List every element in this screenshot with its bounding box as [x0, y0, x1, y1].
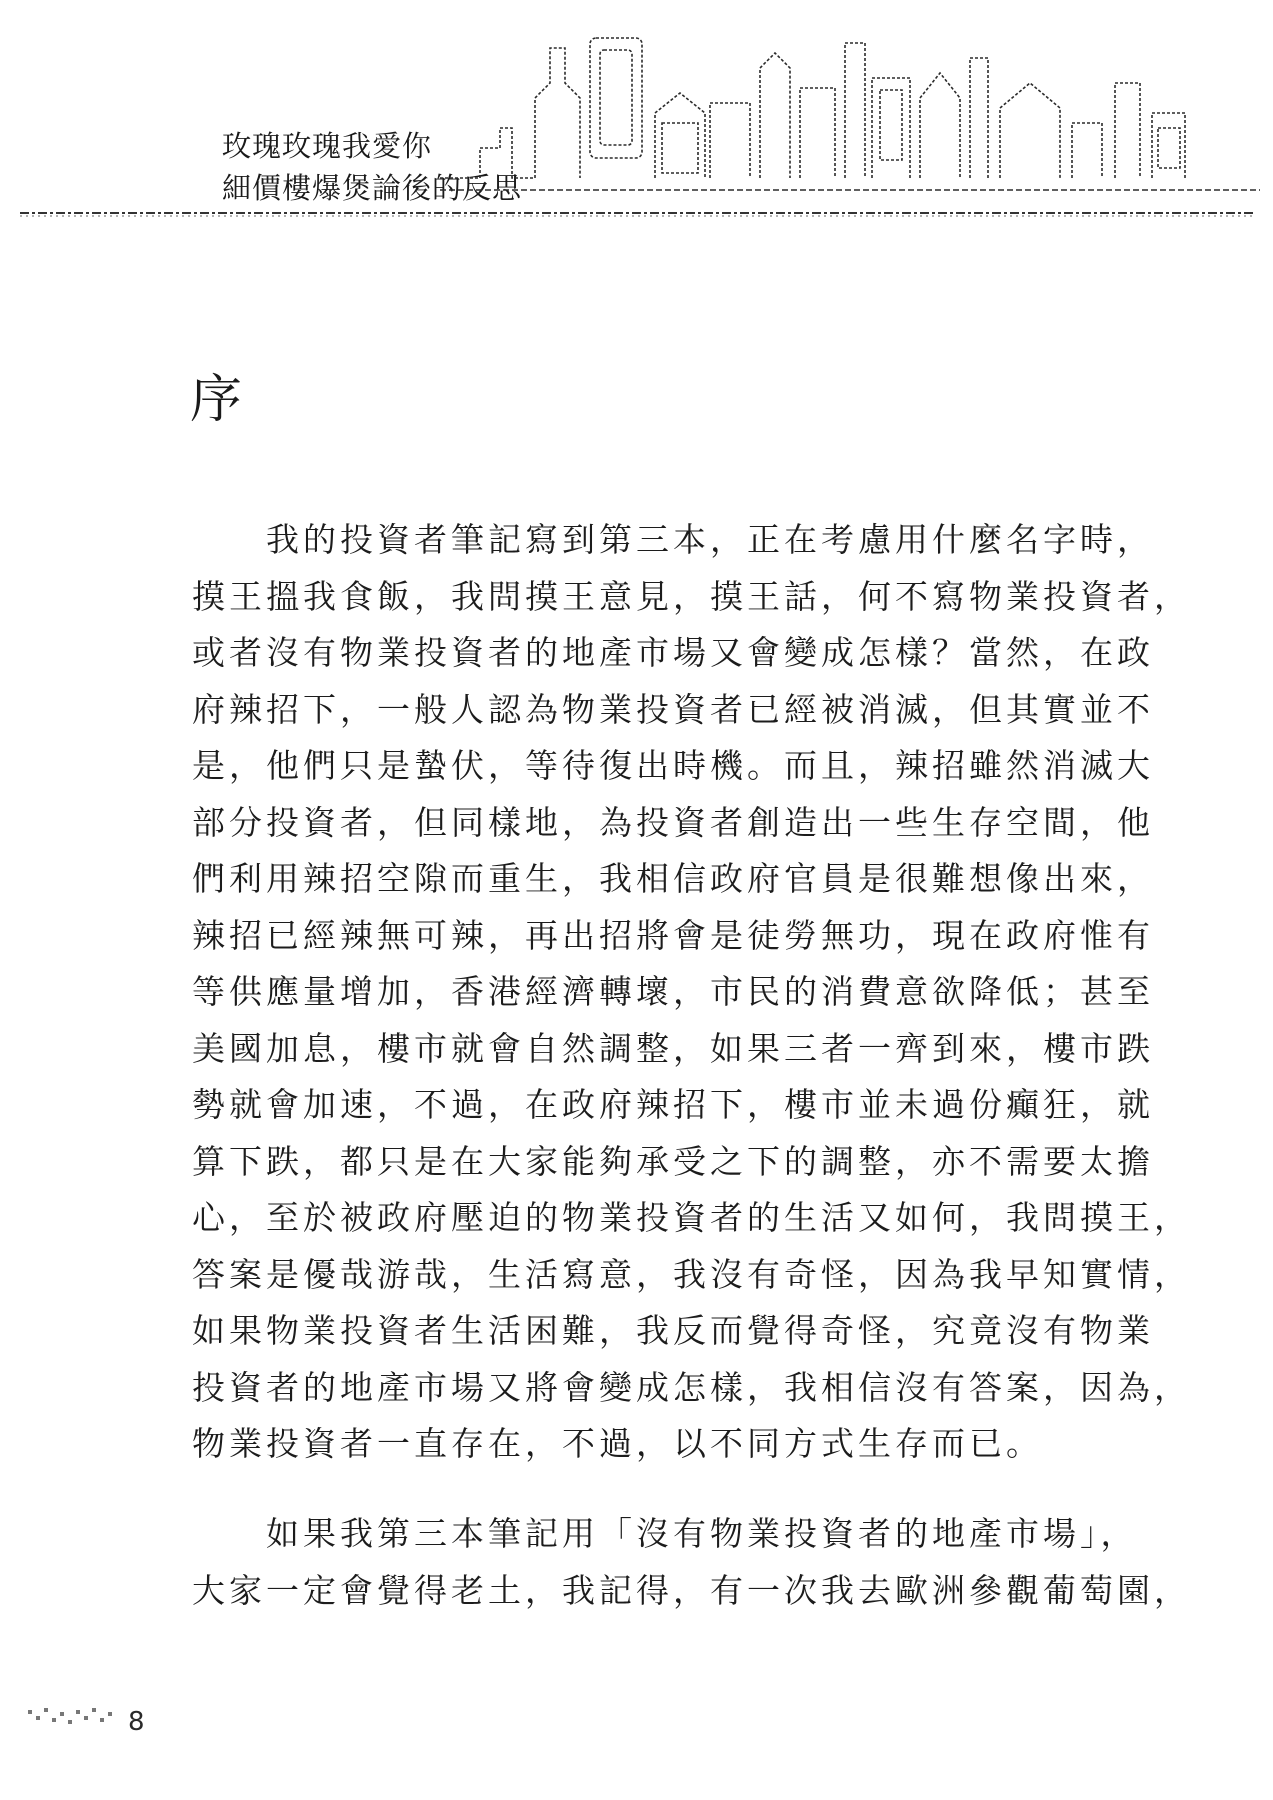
text-line: 投資者的地產市場又將會變成怎樣，我相信沒有答案，因為， — [192, 1367, 1191, 1407]
text-line: 是，他們只是蟄伏，等待復出時機。而且，辣招雖然消滅大 — [192, 746, 1154, 785]
text-line: 府辣招下，一般人認為物業投資者已經被消滅，但其實並不 — [192, 689, 1154, 729]
skyline-illustration — [440, 28, 1260, 214]
paragraph-2 — [192, 1506, 1192, 1619]
text-line: 算下跌，都只是在大家能夠承受之下的調整，亦不需要太擔 — [192, 1141, 1154, 1181]
text-line: 如果我第三本筆記用「沒有物業投資者的地產市場」， — [266, 1514, 1138, 1553]
header-rule — [20, 210, 1255, 218]
text-line: 大家一定會覺得老土，我記得，有一次我去歐洲參觀葡萄園， — [192, 1570, 1191, 1610]
text-line: 部分投資者，但同樣地，為投資者創造出一些生存空間，他 — [192, 802, 1154, 842]
text-line: 美國加息，樓市就會自然調整，如果三者一齊到來，樓市跌 — [192, 1028, 1154, 1068]
text-line: 如果物業投資者生活困難，我反而覺得奇怪，究竟沒有物業 — [192, 1311, 1154, 1350]
text-line: 心，至於被政府壓迫的物業投資者的生活又如何，我問摸王， — [192, 1198, 1191, 1237]
text-line: 勢就會加速，不過，在政府辣招下，樓市並未過份癲狂，就 — [192, 1085, 1154, 1124]
header-subtitle: 細價樓爆煲論後的反思 — [222, 171, 523, 205]
text-line: 或者沒有物業投資者的地產市場又會變成怎樣？當然，在政 — [192, 633, 1154, 672]
page-number: 8 — [128, 1707, 145, 1737]
text-line: 辣招已經辣無可辣，再出招將會是徒勞無功，現在政府惟有 — [192, 915, 1154, 955]
section-heading: 序 — [190, 370, 243, 430]
text-line: 等供應量增加，香港經濟轉壞，市民的消費意欲降低；甚至 — [192, 972, 1154, 1011]
paragraph-1 — [192, 512, 1192, 1473]
page-number-ornament — [26, 1704, 166, 1734]
text-line: 我的投資者筆記寫到第三本，正在考慮用什麼名字時， — [266, 520, 1154, 559]
text-line: 摸王搵我食飯，我問摸王意見，摸王話，何不寫物業投資者， — [192, 576, 1191, 616]
text-line: 答案是優哉游哉，生活寫意，我沒有奇怪，因為我早知實情， — [192, 1254, 1191, 1294]
text-line: 們利用辣招空隙而重生，我相信政府官員是很難想像出來， — [192, 859, 1154, 898]
text-line: 物業投資者一直存在，不過，以不同方式生存而已。 — [192, 1424, 1043, 1463]
header-title: 玫瑰玫瑰我愛你 — [222, 129, 433, 163]
